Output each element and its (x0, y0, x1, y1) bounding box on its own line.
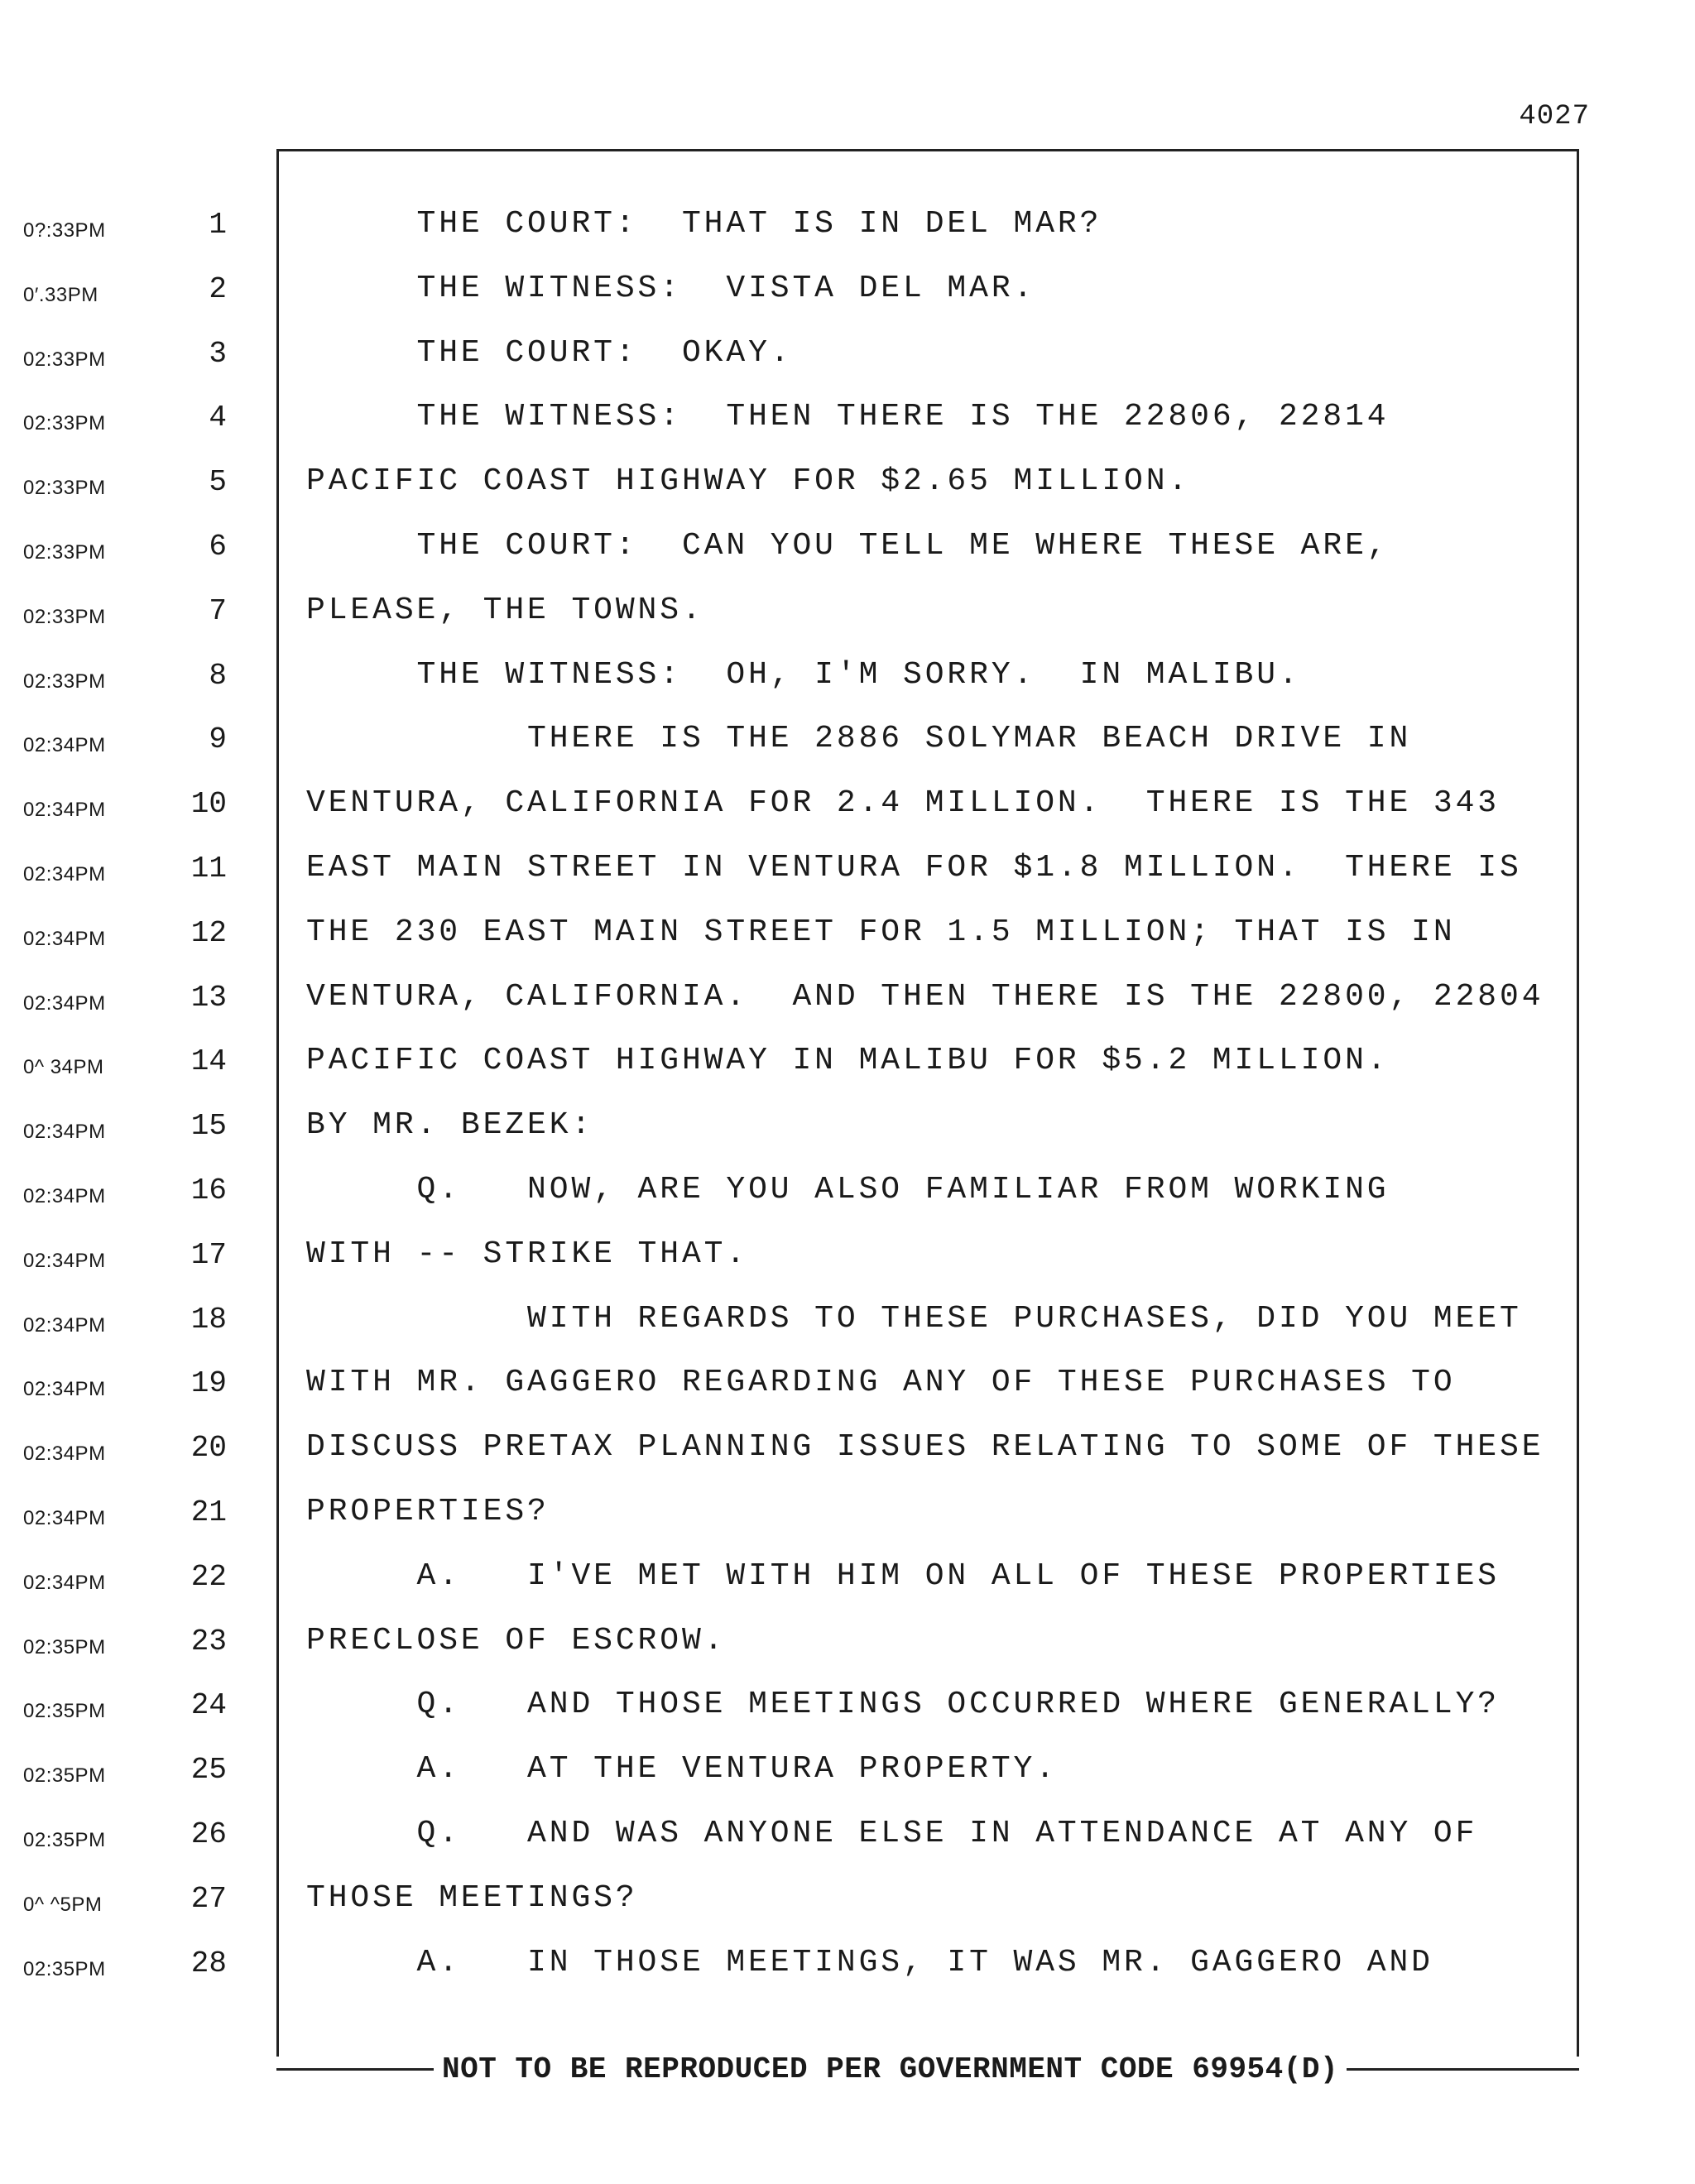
footer-notice: NOT TO BE REPRODUCED PER GOVERNMENT CODE 69954(D) (442, 2052, 1339, 2086)
line-text: PACIFIC COAST HIGHWAY IN MALIBU FOR $5.2 MILLION. (306, 1043, 1390, 1079)
timestamp: 0^ 34PM (23, 1056, 104, 1079)
timestamp: 0′.33PM (23, 283, 98, 306)
timestamp: 02:34PM (23, 1378, 106, 1401)
transcript-line (0, 1298, 1695, 1362)
transcript-line (0, 1426, 1695, 1490)
transcript-line (0, 654, 1695, 718)
timestamp: 0?:33PM (23, 219, 106, 242)
line-text: THE WITNESS: OH, I'M SORRY. IN MALIBU. (306, 656, 1301, 693)
timestamp: 02:34PM (23, 991, 106, 1015)
transcript-line (0, 1233, 1695, 1298)
transcript-line (0, 460, 1695, 525)
line-text: PLEASE, THE TOWNS. (306, 592, 704, 628)
transcript-line (0, 1555, 1695, 1620)
timestamp: 02:33PM (23, 605, 106, 628)
timestamp: 02:34PM (23, 1571, 106, 1594)
line-text: WITH -- STRIKE THAT. (306, 1236, 749, 1272)
transcript-line (0, 1812, 1695, 1877)
timestamp: 02:34PM (23, 1313, 106, 1337)
line-text: Q. AND WAS ANYONE ELSE IN ATTENDANCE AT ANY OF (306, 1816, 1478, 1851)
line-text: THERE IS THE 2886 SOLYMAR BEACH DRIVE IN (306, 721, 1412, 757)
line-text: A. I'VE MET WITH HIM ON ALL OF THESE PROPERTIES (306, 1558, 1500, 1594)
line-number: 5 (209, 465, 227, 500)
transcript-line (0, 976, 1695, 1040)
timestamp: 02:34PM (23, 1121, 106, 1144)
line-number: 10 (190, 787, 227, 822)
transcript-line (0, 1942, 1695, 2006)
line-number: 1 (209, 208, 227, 242)
page-number: 4027 (1519, 101, 1590, 132)
line-number: 19 (190, 1366, 227, 1401)
transcript-line (0, 911, 1695, 976)
line-text: WITH REGARDS TO THESE PURCHASES, DID YOU MEET (306, 1300, 1522, 1337)
transcript-line (0, 1620, 1695, 1684)
line-text: VENTURA, CALIFORNIA. AND THEN THERE IS THE 22800, 22804 (306, 978, 1544, 1015)
line-text: THE 230 EAST MAIN STREET FOR 1.5 MILLION; THAT IS IN (306, 914, 1456, 950)
footer-rule-right (1347, 2068, 1579, 2071)
line-number: 12 (190, 915, 227, 950)
timestamp: 02:35PM (23, 1957, 106, 1980)
timestamp: 02:34PM (23, 1507, 106, 1529)
transcript-line (0, 718, 1695, 782)
timestamp: 02:34PM (23, 734, 106, 757)
timestamp: 02:34PM (23, 927, 106, 950)
transcript-line (0, 1490, 1695, 1555)
line-text: THE WITNESS: VISTA DEL MAR. (306, 270, 1036, 306)
timestamp: 02:33PM (23, 541, 106, 564)
line-text: EAST MAIN STREET IN VENTURA FOR $1.8 MILLION. THERE IS (306, 850, 1522, 886)
timestamp: 02:34PM (23, 863, 106, 886)
transcript-line (0, 525, 1695, 589)
transcript-line (0, 589, 1695, 654)
timestamp: 02:34PM (23, 799, 106, 822)
transcript-line (0, 203, 1695, 267)
line-text: THE COURT: CAN YOU TELL ME WHERE THESE ARE, (306, 528, 1390, 564)
line-number: 21 (190, 1495, 227, 1529)
line-text: THOSE MEETINGS? (306, 1879, 638, 1916)
line-number: 17 (190, 1237, 227, 1272)
line-number: 26 (190, 1817, 227, 1851)
line-text: VENTURA, CALIFORNIA FOR 2.4 MILLION. THERE IS THE 343 (306, 785, 1500, 822)
line-number: 18 (190, 1302, 227, 1337)
timestamp: 02:33PM (23, 348, 106, 371)
transcript-line (0, 1683, 1695, 1748)
footer (276, 2052, 1579, 2086)
line-text: Q. NOW, ARE YOU ALSO FAMILIAR FROM WORKING (306, 1172, 1390, 1207)
transcript-line (0, 1361, 1695, 1426)
transcript-line (0, 1039, 1695, 1104)
line-text: THE COURT: THAT IS IN DEL MAR? (306, 206, 1102, 242)
line-number: 16 (190, 1174, 227, 1207)
line-number: 14 (190, 1044, 227, 1079)
line-number: 3 (209, 336, 227, 371)
line-number: 13 (190, 980, 227, 1015)
line-text: WITH MR. GAGGERO REGARDING ANY OF THESE PURCHASES TO (306, 1365, 1456, 1401)
line-text: THE WITNESS: THEN THERE IS THE 22806, 22814 (306, 399, 1390, 435)
line-number: 2 (209, 271, 227, 306)
line-number: 22 (190, 1559, 227, 1594)
line-text: A. IN THOSE MEETINGS, IT WAS MR. GAGGERO AND (306, 1944, 1433, 1980)
line-text: BY MR. BEZEK: (306, 1107, 594, 1144)
line-number: 4 (209, 401, 227, 435)
timestamp: 02:34PM (23, 1442, 106, 1466)
timestamp: 02:33PM (23, 670, 106, 693)
line-number: 8 (209, 658, 227, 693)
timestamp: 02:35PM (23, 1829, 106, 1851)
timestamp: 02:34PM (23, 1249, 106, 1272)
line-text: A. AT THE VENTURA PROPERTY. (306, 1751, 1058, 1788)
line-number: 7 (209, 593, 227, 628)
line-number: 24 (190, 1688, 227, 1723)
line-text: PROPERTIES? (306, 1494, 550, 1529)
line-number: 9 (209, 722, 227, 757)
transcript-line (0, 847, 1695, 911)
footer-rule-left (276, 2068, 434, 2071)
line-text: PRECLOSE OF ESCROW. (306, 1622, 727, 1658)
line-number: 15 (190, 1109, 227, 1144)
transcript-line (0, 267, 1695, 332)
line-text: DISCUSS PRETAX PLANNING ISSUES RELATING TO SOME OF THESE (306, 1429, 1544, 1466)
line-number: 27 (190, 1881, 227, 1916)
timestamp: 02:33PM (23, 477, 106, 500)
transcript-line (0, 1169, 1695, 1233)
transcript-line (0, 782, 1695, 847)
timestamp: 02:33PM (23, 412, 106, 435)
timestamp: 02:35PM (23, 1764, 106, 1788)
line-number: 20 (190, 1431, 227, 1466)
transcript-line (0, 1748, 1695, 1812)
timestamp: 02:35PM (23, 1635, 106, 1658)
transcript-line (0, 332, 1695, 396)
transcript-line (0, 1877, 1695, 1942)
line-text: Q. AND THOSE MEETINGS OCCURRED WHERE GENERALLY? (306, 1687, 1500, 1723)
line-number: 11 (190, 852, 227, 886)
timestamp: 02:34PM (23, 1185, 106, 1207)
transcript-line (0, 1104, 1695, 1169)
line-number: 6 (209, 530, 227, 564)
timestamp: 02:35PM (23, 1700, 106, 1723)
line-number: 28 (190, 1946, 227, 1980)
timestamp: 0^ ^5PM (23, 1893, 103, 1916)
line-number: 25 (190, 1753, 227, 1788)
transcript-line (0, 396, 1695, 460)
line-text: THE COURT: OKAY. (306, 334, 793, 371)
line-number: 23 (190, 1624, 227, 1658)
line-text: PACIFIC COAST HIGHWAY FOR $2.65 MILLION. (306, 463, 1191, 500)
